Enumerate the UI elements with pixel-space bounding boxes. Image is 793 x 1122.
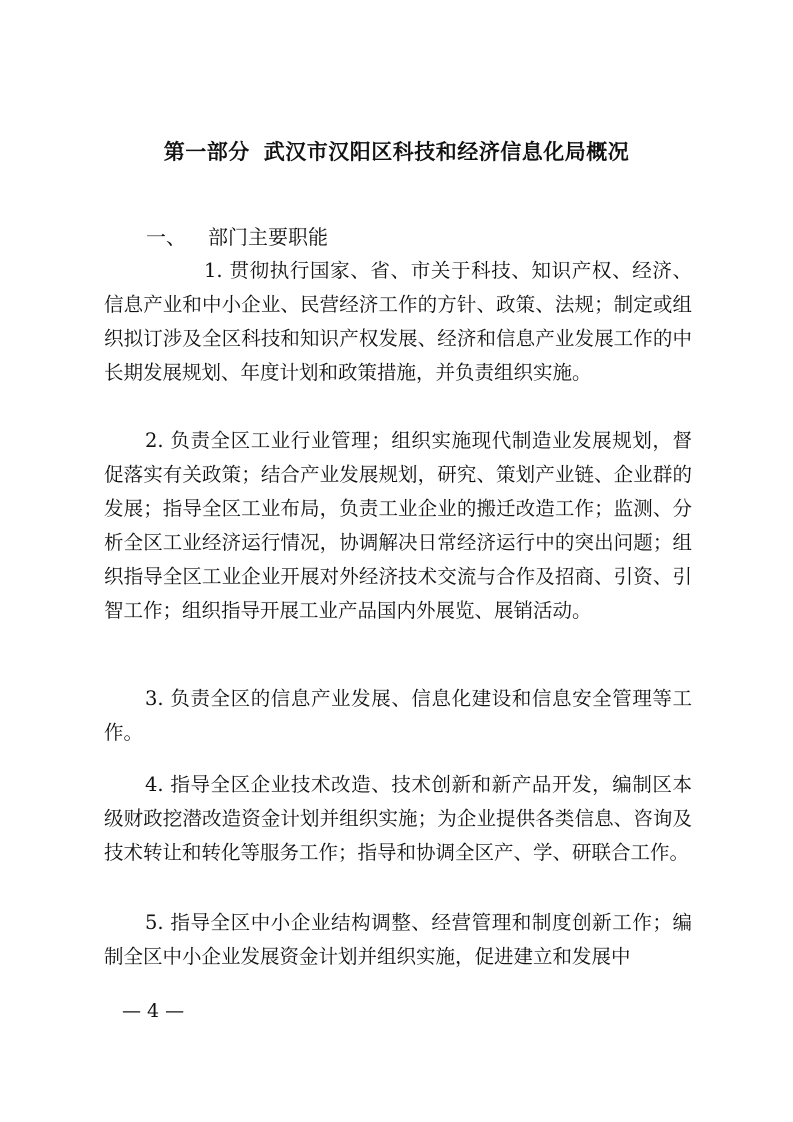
page-number: — 4 — (122, 1000, 185, 1022)
paragraph-4: 4. 指导全区企业技术改造、技术创新和新产品开发，编制区本级财政挖潜改造资金计划并组织实施；为企业提供各类信息、咨询及技术转让和转化等服务工作；指导和协调全区产、学、研联合工作。 (104, 773, 692, 864)
paragraph-1: 1. 贯彻执行国家、省、市关于科技、知识产权、经济、信息产业和中小企业、民营经济工作的方针、政策、法规；制定或组织拟订涉及全区科技和知识产权发展、经济和信息产业发展工作的中长期发展规划、年度计划和政策措施，并负责组织实施。 (104, 259, 692, 384)
section-heading (146, 220, 328, 254)
paragraph-5: 5. 指导全区中小企业结构调整、经营管理和制度创新工作；编制全区中小企业发展资金计划并组织实施，促进建立和发展中 (104, 911, 692, 968)
page-title (0, 137, 793, 167)
paragraph-2: 2. 负责全区工业行业管理；组织实施现代制造业发展规划，督促落实有关政策；结合产业发展规划，研究、策划产业链、企业群的发展；指导全区工业布局，负责工业企业的搬迁改造工作；监测、分析全区工业经济运行情况，协调解决日常经济运行中的突出问题；组织指导全区工业企业开展对外经济技术交流与合作及招商、引资、引智工作；组织指导开展工业产品国内外展览、展销活动。 (104, 429, 692, 622)
title-main-text: 武汉市汉阳区科技和经济信息化局概况 (263, 140, 630, 164)
section-title: 部门主要职能 (208, 225, 328, 249)
section-number: 一、 (146, 225, 186, 249)
paragraph-3: 3. 负责全区的信息产业发展、信息化建设和信息安全管理等工作。 (104, 687, 692, 744)
title-part-label: 第一部分 (163, 140, 250, 164)
